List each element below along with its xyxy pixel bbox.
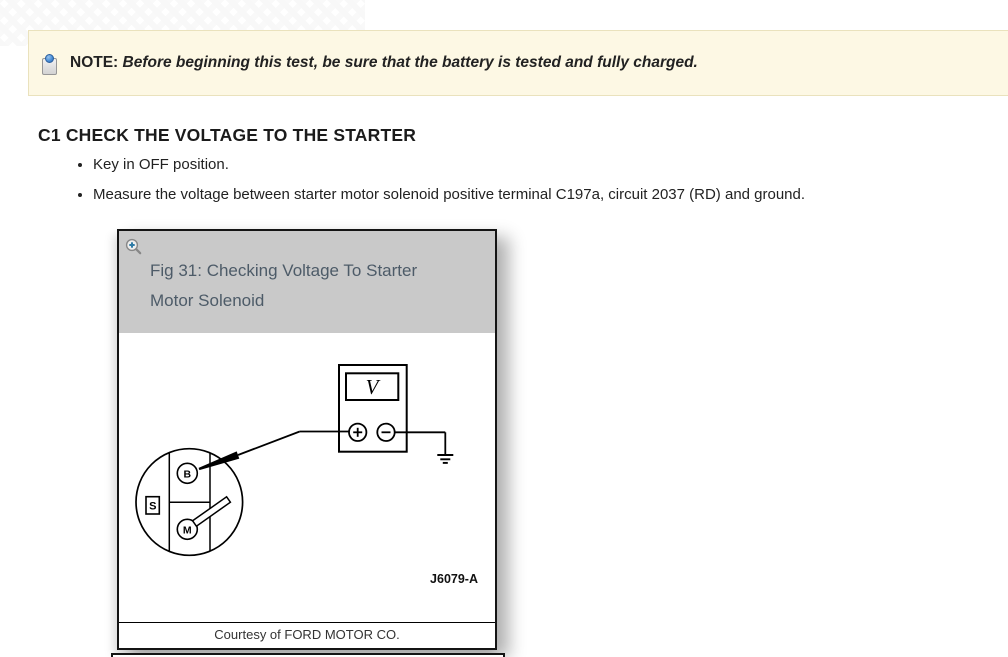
figure-image[interactable]	[119, 333, 495, 623]
terminal-s-label: S	[149, 500, 157, 513]
list-item: • Key in OFF position.	[93, 156, 805, 173]
ground-icon	[437, 455, 453, 463]
next-figure-stub	[111, 653, 505, 657]
note-callout	[28, 30, 1008, 96]
figure-caption: Courtesy of FORD MOTOR CO.	[214, 627, 400, 642]
plus-terminal-icon	[349, 424, 366, 441]
note-pin-icon	[41, 54, 57, 74]
note-pin-shape	[45, 54, 54, 63]
minus-terminal-icon	[377, 424, 394, 441]
figure-card	[117, 229, 497, 650]
figure-header	[119, 231, 495, 333]
step-list	[73, 156, 805, 216]
note-body: Before beginning this test, be sure that the battery is tested and fully charged.	[122, 54, 698, 71]
figure-title-line2: Motor Solenoid	[150, 291, 265, 310]
wiring-diagram	[119, 333, 495, 622]
list-item: • Measure the voltage between starter motor solenoid positive terminal C197a, circuit 2037 (RD) and ground.	[93, 186, 805, 203]
section-heading: C1 CHECK THE VOLTAGE TO THE STARTER	[38, 125, 417, 145]
terminal-m-label: M	[182, 524, 192, 537]
voltmeter	[339, 365, 407, 452]
note-label: NOTE:	[70, 54, 119, 71]
figure-reference-code: J6079-A	[430, 572, 478, 586]
figure-title-line1: Fig 31: Checking Voltage To Starter	[150, 261, 418, 280]
voltmeter-label: V	[365, 375, 379, 399]
figure-title	[150, 256, 442, 316]
note-text	[70, 53, 698, 73]
zoom-in-icon[interactable]	[125, 238, 142, 255]
terminal-b-label: B	[183, 468, 192, 481]
